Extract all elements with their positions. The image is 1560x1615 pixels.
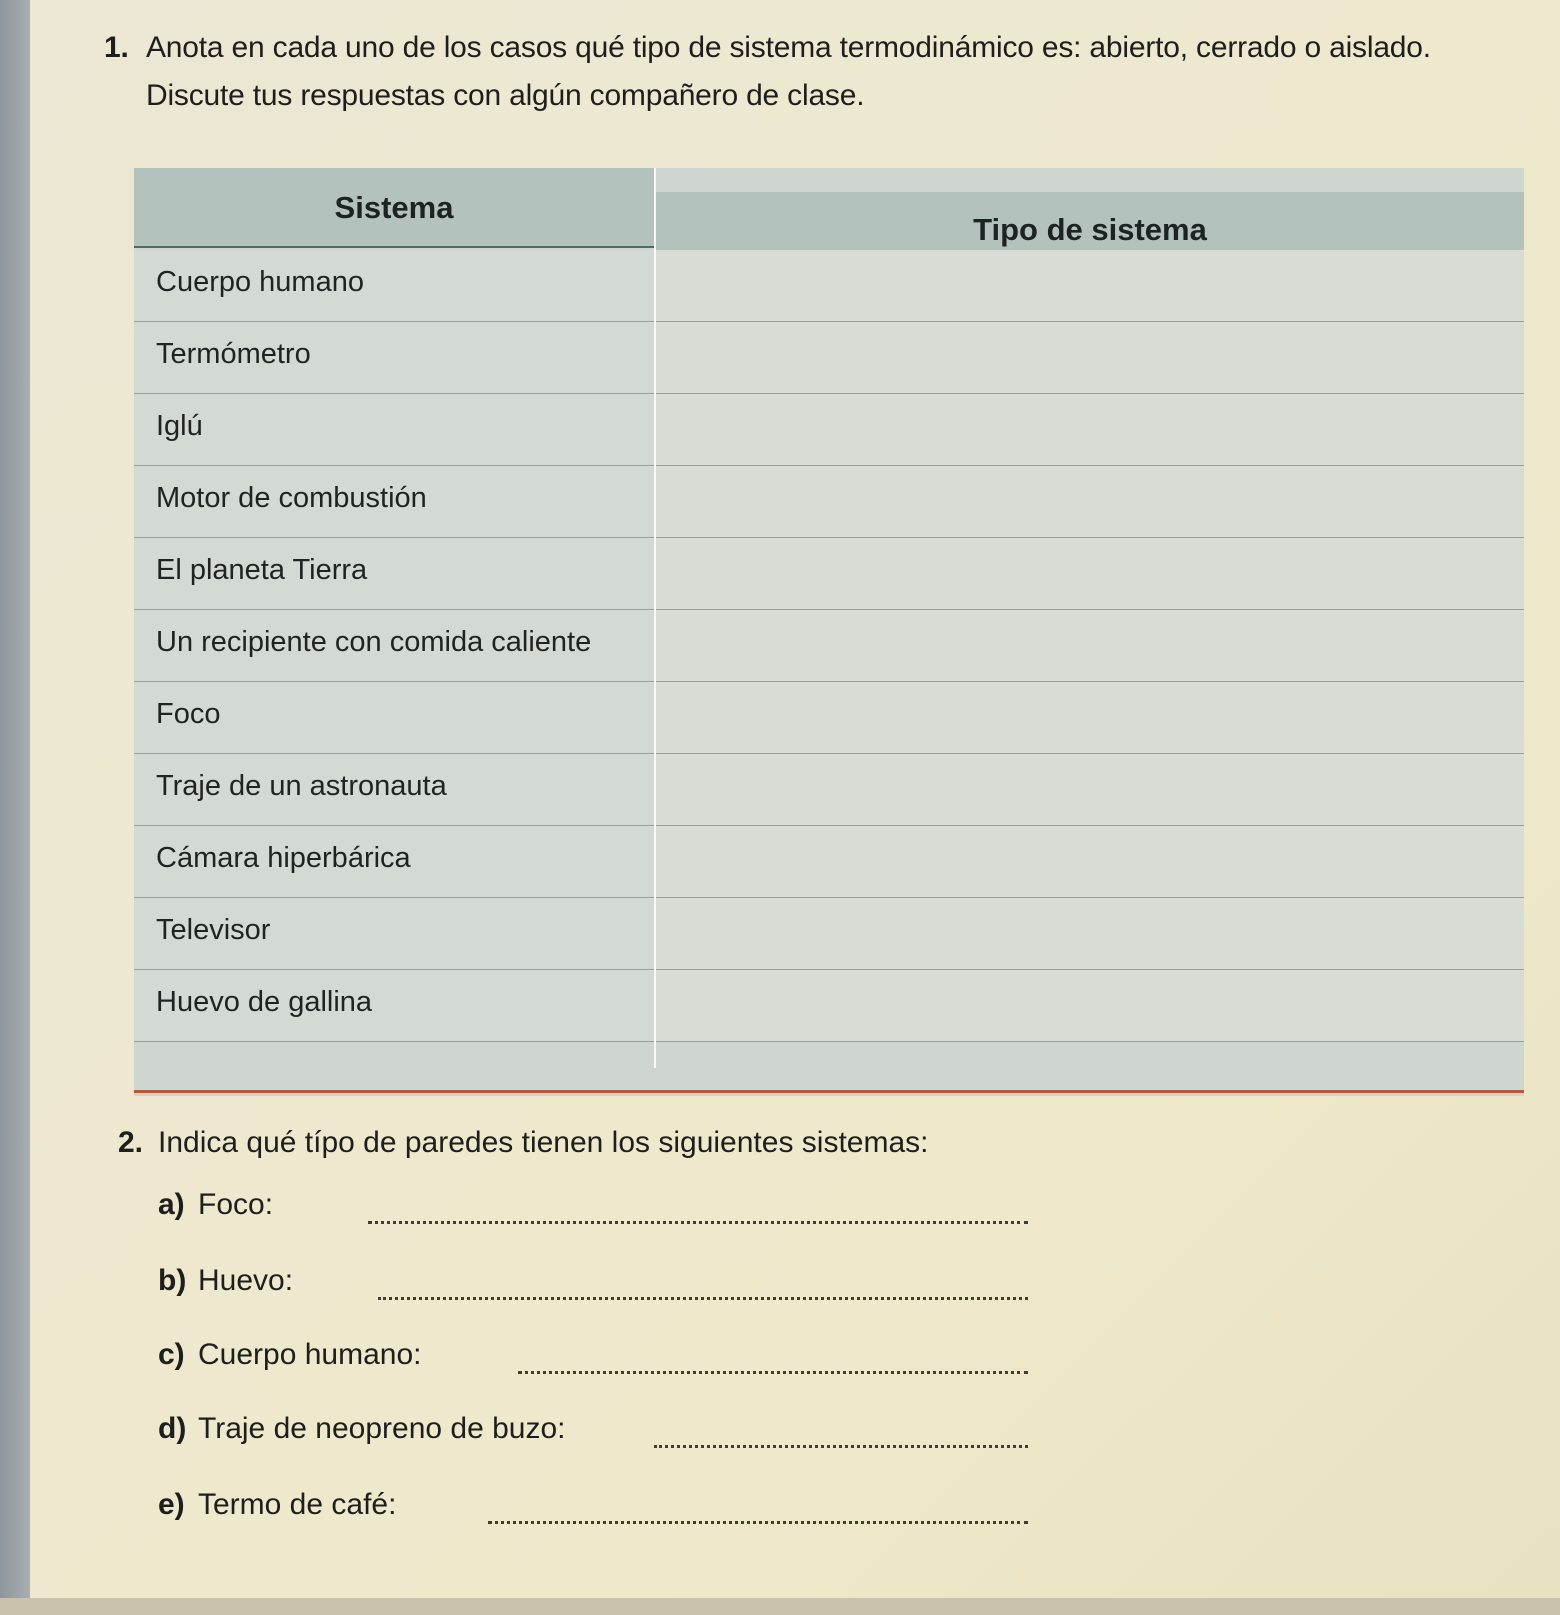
- question-2-item-label: Huevo:: [198, 1264, 294, 1297]
- page-left-edge: [0, 0, 30, 1615]
- table-header-system: [134, 168, 654, 248]
- question-2: [118, 1126, 928, 1160]
- table-cell-type-answer[interactable]: [656, 898, 1524, 970]
- table-cell-system-label: Cuerpo humano: [156, 266, 364, 298]
- table-cell-system-label: Iglú: [156, 410, 203, 442]
- table-row: [134, 538, 1524, 610]
- question-2-item-label: Foco:: [198, 1188, 274, 1221]
- table-cell-system-label: Huevo de gallina: [156, 986, 373, 1018]
- question-2-item-letter: a): [158, 1188, 185, 1221]
- systems-table: [134, 168, 1524, 1096]
- table-row: [134, 322, 1524, 394]
- question-2-number: 2.: [118, 1126, 144, 1159]
- question-1-number: 1.: [104, 31, 129, 64]
- question-2-item-letter: c): [158, 1338, 185, 1371]
- table-cell-type-answer[interactable]: [656, 394, 1524, 466]
- question-2-answer-line[interactable]: [488, 1519, 1028, 1524]
- question-2-item: [158, 1264, 1028, 1308]
- worksheet-page: [30, 0, 1560, 1598]
- table-cell-system: [134, 250, 654, 322]
- question-2-item: [158, 1188, 1028, 1232]
- question-2-instruction: Indica qué típo de paredes tienen los siguientes sistemas:: [158, 1126, 929, 1159]
- table-row: [134, 466, 1524, 538]
- table-row: [134, 754, 1524, 826]
- question-2-item: [158, 1338, 1028, 1382]
- table-cell-system-label: El planeta Tierra: [156, 554, 368, 586]
- table-cell-type-answer[interactable]: [656, 250, 1524, 322]
- table-cell-system: [134, 682, 654, 754]
- table-cell-system-label: Cámara hiperbárica: [156, 842, 411, 874]
- table-cell-system: [134, 754, 654, 826]
- question-1-instruction-line2: Discute tus respuestas con algún compañero de clase.: [146, 79, 865, 112]
- table-cell-type-answer[interactable]: [656, 682, 1524, 754]
- table-cell-type-answer[interactable]: [656, 610, 1524, 682]
- table-cell-system: [134, 394, 654, 466]
- table-row: [134, 610, 1524, 682]
- table-cell-system: [134, 538, 654, 610]
- table-row: [134, 898, 1524, 970]
- question-2-answer-line[interactable]: [518, 1369, 1028, 1374]
- table-header-system-label: Sistema: [334, 190, 454, 225]
- table-cell-system-label: Traje de un astronauta: [156, 770, 447, 802]
- table-cell-type-answer[interactable]: [656, 538, 1524, 610]
- question-2-item-letter: b): [158, 1264, 187, 1297]
- table-cell-system-label: Motor de combustión: [156, 482, 427, 514]
- table-cell-system: [134, 970, 654, 1042]
- table-cell-system: [134, 898, 654, 970]
- question-2-answer-line[interactable]: [378, 1295, 1028, 1300]
- table-cell-system-label: Televisor: [156, 914, 271, 946]
- question-2-item-label: Traje de neopreno de buzo:: [198, 1412, 566, 1445]
- question-2-answer-line[interactable]: [368, 1219, 1028, 1224]
- table-cell-type-answer[interactable]: [656, 826, 1524, 898]
- table-row: [134, 826, 1524, 898]
- question-2-item-letter: d): [158, 1412, 187, 1445]
- question-2-item: [158, 1412, 1028, 1456]
- table-cell-system: [134, 322, 654, 394]
- table-header-type-label: Tipo de sistema: [973, 212, 1207, 247]
- table-row: [134, 682, 1524, 754]
- question-2-item-label: Termo de café:: [198, 1488, 397, 1521]
- table-cell-type-answer[interactable]: [656, 322, 1524, 394]
- table-row: [134, 394, 1524, 466]
- table-cell-system-label: Un recipiente con comida caliente: [156, 626, 592, 658]
- question-2-item-letter: e): [158, 1488, 185, 1521]
- table-cell-system: [134, 610, 654, 682]
- question-2-item: [158, 1488, 1028, 1532]
- question-2-answer-line[interactable]: [654, 1443, 1028, 1448]
- question-1: [104, 24, 1544, 120]
- page-bottom-edge: [0, 1598, 1560, 1615]
- table-cell-system: [134, 466, 654, 538]
- table-column-divider: [654, 168, 656, 1068]
- question-1-instruction: Anota en cada uno de los casos qué tipo de sistema termodinámico es: abierto, cerrado o aislado.: [146, 31, 1431, 64]
- table-cell-type-answer[interactable]: [656, 970, 1524, 1042]
- table-cell-system: [134, 826, 654, 898]
- table-cell-type-answer[interactable]: [656, 466, 1524, 538]
- table-row: [134, 970, 1524, 1042]
- table-row: [134, 250, 1524, 322]
- table-cell-type-answer[interactable]: [656, 754, 1524, 826]
- table-cell-system-label: Foco: [156, 698, 221, 730]
- question-2-item-label: Cuerpo humano:: [198, 1338, 422, 1371]
- table-bottom-rule: [134, 1090, 1524, 1093]
- table-cell-system-label: Termómetro: [156, 338, 311, 370]
